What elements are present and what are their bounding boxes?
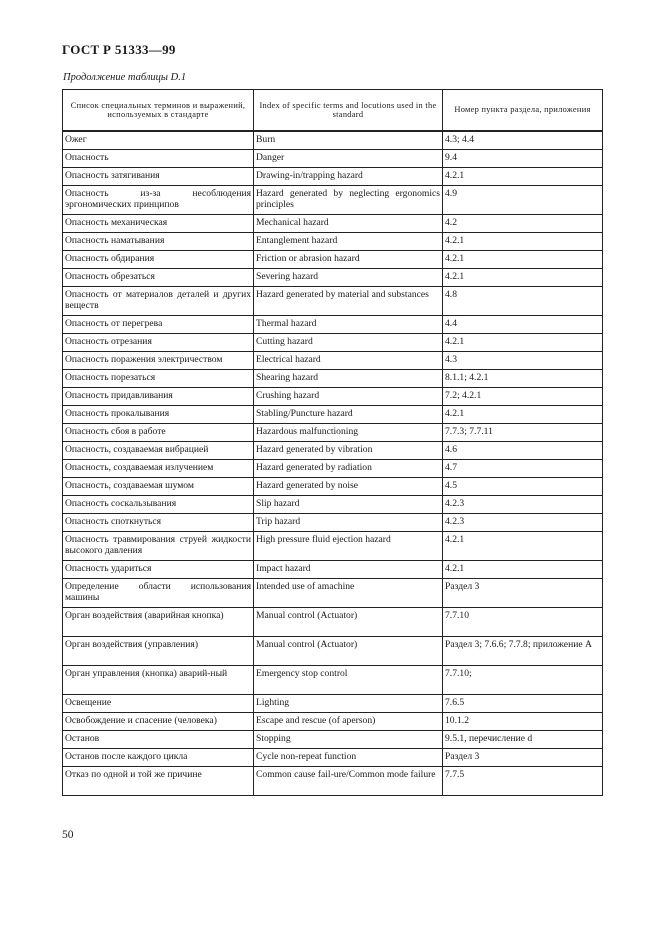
russian-term-cell: Опасность от материалов деталей и других веществ: [63, 287, 254, 316]
russian-term-cell: Опасность удариться: [63, 561, 254, 579]
russian-term-cell: Опасность обрезаться: [63, 269, 254, 287]
russian-term-cell: Опасность прокалывания: [63, 406, 254, 424]
table-row: [63, 460, 603, 478]
table-row: [63, 561, 603, 579]
table-row: [63, 406, 603, 424]
table-row: [63, 442, 603, 460]
english-term-cell: Drawing-in/trapping hazard: [254, 168, 443, 186]
clause-reference-cell: 9.5.1, перечисление d: [443, 731, 603, 749]
clause-reference-cell: 4.7: [443, 460, 603, 478]
english-term-cell: Hazard generated by radiation: [254, 460, 443, 478]
table-row: [63, 150, 603, 168]
table-row: [63, 215, 603, 233]
english-term-cell: Friction or abrasion hazard: [254, 251, 443, 269]
clause-reference-cell: 4.2.3: [443, 514, 603, 532]
russian-term-cell: Опасность, создаваемая шумом: [63, 478, 254, 496]
clause-reference-cell: Раздел 3; 7.6.6; 7.7.8; приложение А: [443, 637, 603, 666]
table-row: [63, 186, 603, 215]
russian-term-cell: Опасность поражения электричеством: [63, 352, 254, 370]
russian-term-cell: Освещение: [63, 695, 254, 713]
clause-reference-cell: 4.8: [443, 287, 603, 316]
column-header-clause-number: Номер пункта раздела, приложения: [443, 90, 603, 132]
clause-reference-cell: 7.7.10;: [443, 666, 603, 695]
clause-reference-cell: 10.1.2: [443, 713, 603, 731]
english-term-cell: Shearing hazard: [254, 370, 443, 388]
english-term-cell: Hazard generated by material and substances: [254, 287, 443, 316]
english-term-cell: Cutting hazard: [254, 334, 443, 352]
clause-reference-cell: 8.1.1; 4.2.1: [443, 370, 603, 388]
english-term-cell: Entanglement hazard: [254, 233, 443, 251]
russian-term-cell: Освобождение и спасение (человека): [63, 713, 254, 731]
table-row: [63, 370, 603, 388]
table-row: [63, 352, 603, 370]
russian-term-cell: Опасность травмирования струей жидкости высокого давления: [63, 532, 254, 561]
table-row: [63, 637, 603, 666]
column-header-russian-terms: Список специальных терминов и выражений, используемых в стандарте: [63, 90, 254, 132]
clause-reference-cell: 4.2.1: [443, 168, 603, 186]
clause-reference-cell: 4.2: [443, 215, 603, 233]
standard-designation: ГОСТ Р 51333—99: [62, 42, 176, 57]
table-continuation-caption: Продолжение таблицы D.1: [63, 72, 187, 83]
table-row: [63, 334, 603, 352]
clause-reference-cell: 4.4: [443, 316, 603, 334]
russian-term-cell: Определение области использования машины: [63, 579, 254, 608]
table-row: [63, 478, 603, 496]
english-term-cell: Severing hazard: [254, 269, 443, 287]
english-term-cell: High pressure fluid ejection hazard: [254, 532, 443, 561]
russian-term-cell: Опасность от перегрева: [63, 316, 254, 334]
english-term-cell: Manual control (Actuator): [254, 608, 443, 637]
english-term-cell: Trip hazard: [254, 514, 443, 532]
english-term-cell: Manual control (Actuator): [254, 637, 443, 666]
english-term-cell: Crushing hazard: [254, 388, 443, 406]
russian-term-cell: Опасность наматывания: [63, 233, 254, 251]
table-row: [63, 424, 603, 442]
table-row: [63, 514, 603, 532]
table-row: [63, 666, 603, 695]
russian-term-cell: Отказ по одной и той же причине: [63, 767, 254, 796]
english-term-cell: Common cause fail-ure/Common mode failure: [254, 767, 443, 796]
russian-term-cell: Останов: [63, 731, 254, 749]
clause-reference-cell: 4.2.1: [443, 334, 603, 352]
clause-reference-cell: 7.7.10: [443, 608, 603, 637]
english-term-cell: Mechanical hazard: [254, 215, 443, 233]
russian-term-cell: Ожег: [63, 131, 254, 150]
russian-term-cell: Опасность, создаваемая вибрацией: [63, 442, 254, 460]
table-row: [63, 287, 603, 316]
english-term-cell: Impact hazard: [254, 561, 443, 579]
english-term-cell: Emergency stop control: [254, 666, 443, 695]
column-header-english-terms: Index of specific terms and locutions used in the standard: [254, 90, 443, 132]
russian-term-cell: Опасность соскальзывания: [63, 496, 254, 514]
english-term-cell: Stopping: [254, 731, 443, 749]
table-header-row: [63, 90, 603, 132]
clause-reference-cell: 4.3: [443, 352, 603, 370]
english-term-cell: Hazard generated by neglecting ergonomics principles: [254, 186, 443, 215]
clause-reference-cell: Раздел 3: [443, 579, 603, 608]
english-term-cell: Lighting: [254, 695, 443, 713]
russian-term-cell: Орган воздействия (аварийная кнопка): [63, 608, 254, 637]
page-number: 50: [62, 829, 74, 841]
english-term-cell: Escape and rescue (of aperson): [254, 713, 443, 731]
table-row: [63, 388, 603, 406]
russian-term-cell: Опасность отрезания: [63, 334, 254, 352]
english-term-cell: Hazard generated by noise: [254, 478, 443, 496]
clause-reference-cell: 4.2.1: [443, 561, 603, 579]
russian-term-cell: Опасность сбоя в работе: [63, 424, 254, 442]
russian-term-cell: Опасность придавливания: [63, 388, 254, 406]
russian-term-cell: Опасность: [63, 150, 254, 168]
table-row: [63, 269, 603, 287]
english-term-cell: Hazardous malfunctioning: [254, 424, 443, 442]
table-row: [63, 316, 603, 334]
english-term-cell: Burn: [254, 131, 443, 150]
russian-term-cell: Опасность из-за несоблюдения эргономических принципов: [63, 186, 254, 215]
clause-reference-cell: 9.4: [443, 150, 603, 168]
table-row: [63, 713, 603, 731]
clause-reference-cell: 4.6: [443, 442, 603, 460]
table-row: [63, 579, 603, 608]
table-row: [63, 695, 603, 713]
table-row: [63, 749, 603, 767]
russian-term-cell: Опасность споткнуться: [63, 514, 254, 532]
english-term-cell: Intended use of amachine: [254, 579, 443, 608]
english-term-cell: Thermal hazard: [254, 316, 443, 334]
russian-term-cell: Останов после каждого цикла: [63, 749, 254, 767]
russian-term-cell: Опасность механическая: [63, 215, 254, 233]
english-term-cell: Cycle non-repeat function: [254, 749, 443, 767]
clause-reference-cell: 4.3; 4.4: [443, 131, 603, 150]
russian-term-cell: Орган управления (кнопка) аварий-ный: [63, 666, 254, 695]
table-row: [63, 251, 603, 269]
table-row: [63, 532, 603, 561]
clause-reference-cell: 4.2.1: [443, 406, 603, 424]
table-row: [63, 767, 603, 796]
english-term-cell: Hazard generated by vibration: [254, 442, 443, 460]
english-term-cell: Danger: [254, 150, 443, 168]
english-term-cell: Slip hazard: [254, 496, 443, 514]
russian-term-cell: Опасность затягивания: [63, 168, 254, 186]
clause-reference-cell: 4.5: [443, 478, 603, 496]
clause-reference-cell: 7.6.5: [443, 695, 603, 713]
clause-reference-cell: 4.2.1: [443, 269, 603, 287]
terms-index-table: [62, 89, 603, 796]
russian-term-cell: Опасность порезаться: [63, 370, 254, 388]
clause-reference-cell: 4.2.1: [443, 233, 603, 251]
russian-term-cell: Орган воздействия (управления): [63, 637, 254, 666]
table-row: [63, 233, 603, 251]
clause-reference-cell: 7.2; 4.2.1: [443, 388, 603, 406]
table-row: [63, 731, 603, 749]
table-row: [63, 608, 603, 637]
clause-reference-cell: 4.2.3: [443, 496, 603, 514]
table-row: [63, 131, 603, 150]
clause-reference-cell: 4.2.1: [443, 251, 603, 269]
russian-term-cell: Опасность, создаваемая излучением: [63, 460, 254, 478]
table-row: [63, 496, 603, 514]
table-row: [63, 168, 603, 186]
clause-reference-cell: 4.9: [443, 186, 603, 215]
clause-reference-cell: 4.2.1: [443, 532, 603, 561]
clause-reference-cell: Раздел 3: [443, 749, 603, 767]
english-term-cell: Electrical hazard: [254, 352, 443, 370]
english-term-cell: Stabling/Puncture hazard: [254, 406, 443, 424]
clause-reference-cell: 7.7.3; 7.7.11: [443, 424, 603, 442]
russian-term-cell: Опасность обдирания: [63, 251, 254, 269]
clause-reference-cell: 7.7.5: [443, 767, 603, 796]
